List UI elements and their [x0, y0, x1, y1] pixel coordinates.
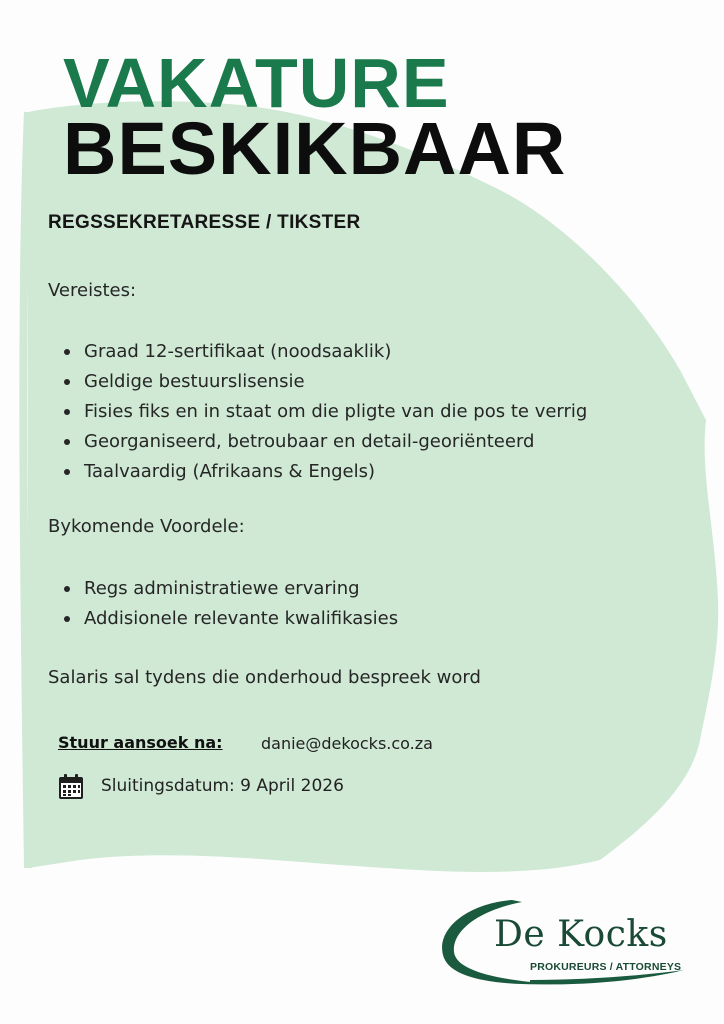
requirement-item: Graad 12-sertifikaat (noodsaaklik) — [62, 337, 587, 367]
requirements-label: Vereistes: — [48, 280, 137, 301]
advantage-item: Regs administratiewe ervaring — [62, 574, 398, 604]
apply-label: Stuur aansoek na: — [58, 733, 223, 752]
company-logo — [434, 890, 696, 990]
requirement-item: Geldige bestuurslisensie — [62, 367, 587, 397]
logo-subtitle: PROKUREURS / ATTORNEYS — [530, 961, 682, 973]
requirement-item: Georganiseerd, betroubaar en detail-georiënteerd — [62, 427, 587, 457]
salary-note: Salaris sal tydens die onderhoud bespreek word — [48, 667, 481, 688]
requirements-list — [62, 337, 587, 487]
title-line-beskikbaar: BESKIKBAAR — [63, 107, 567, 190]
advantages-label: Bykomende Voordele: — [48, 516, 245, 537]
requirement-item: Taalvaardig (Afrikaans & Engels) — [62, 457, 587, 487]
advantage-item: Addisionele relevante kwalifikasies — [62, 604, 398, 634]
advantages-list — [62, 574, 398, 634]
job-title: REGSSEKRETARESSE / TIKSTER — [48, 212, 361, 233]
closing-date: Sluitingsdatum: 9 April 2026 — [101, 776, 344, 796]
requirement-item: Fisies fiks en in staat om die pligte van die pos te verrig — [62, 397, 587, 427]
title-line-vakature: VAKATURE — [63, 44, 450, 122]
apply-email-link[interactable]: danie@dekocks.co.za — [261, 734, 433, 753]
logo-name: De Kocks — [494, 914, 668, 955]
calendar-icon — [57, 773, 85, 801]
